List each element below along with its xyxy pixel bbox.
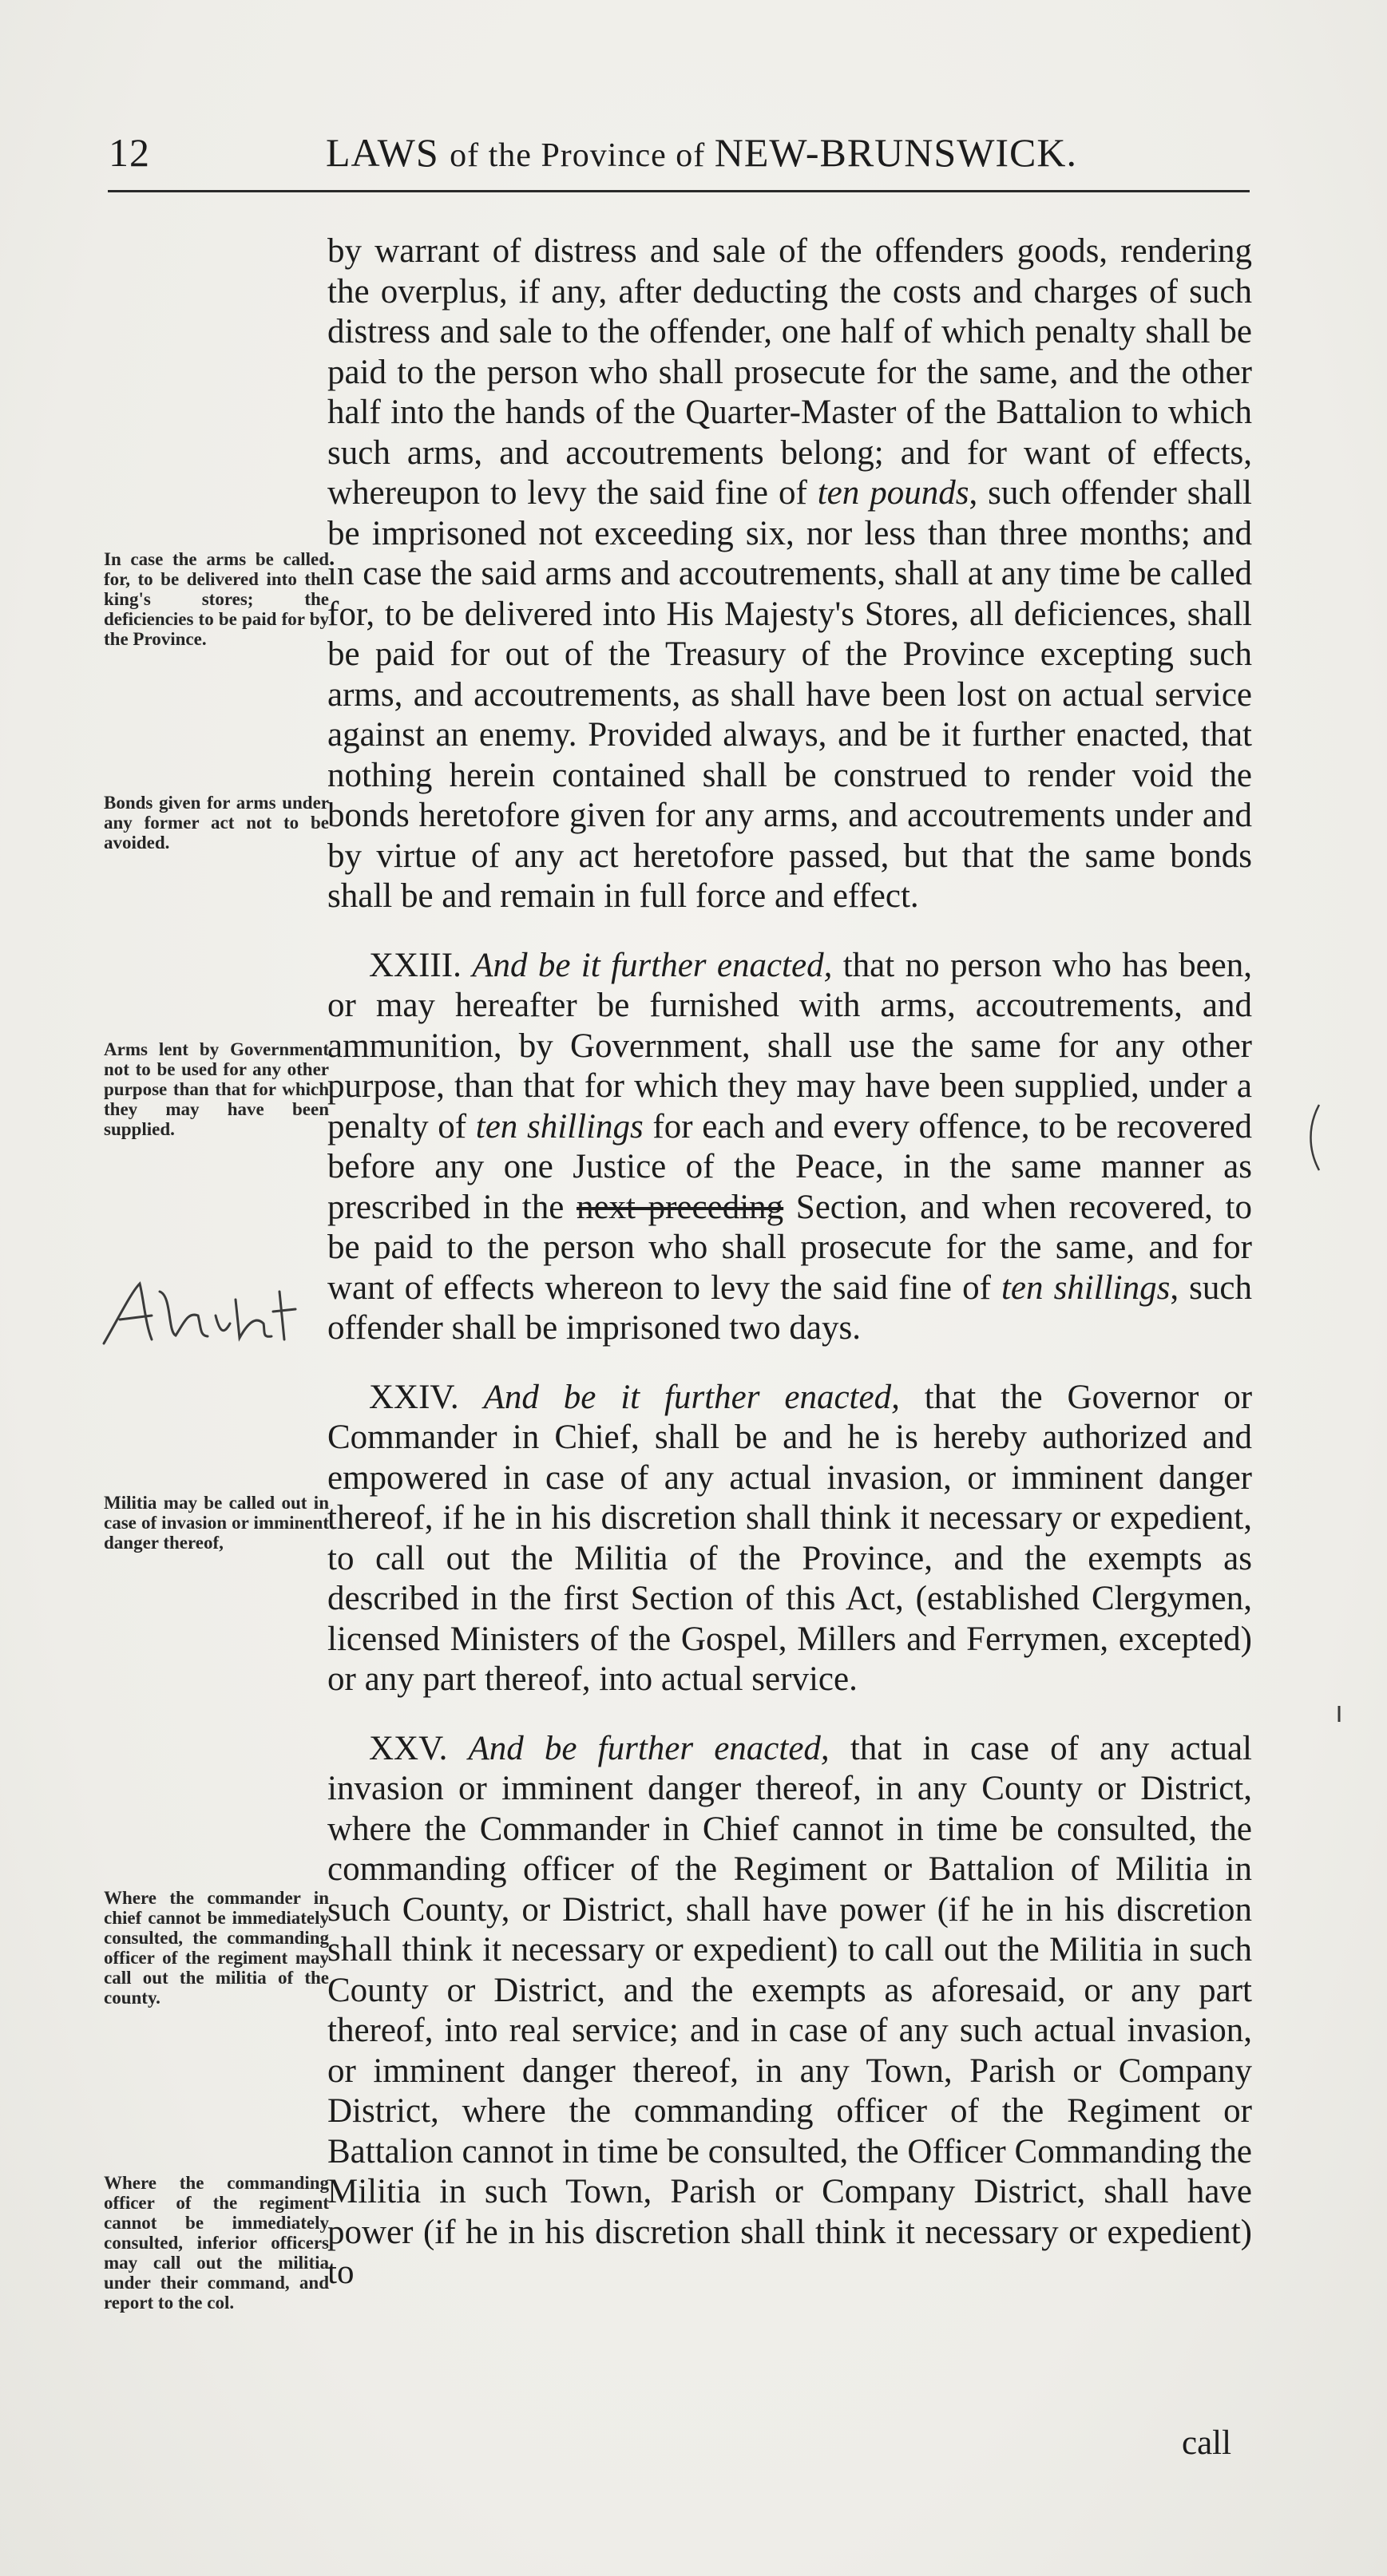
running-head-province: of the Province of <box>450 137 715 174</box>
section-23-text-3: Section, and when recovered, to be paid to the person who shall prosecute for the same, and for want of effects whereon to levy the said fine of <box>327 1188 1252 1307</box>
margin-note-bonds: Bonds given for arms under any former act not to be avoided. <box>104 793 329 853</box>
section-24-number: XXIV. <box>369 1378 459 1416</box>
running-head-nb: NEW-BRUNSWICK. <box>714 130 1078 175</box>
section-23-enacting: And be it further enacted, <box>472 946 833 984</box>
section-23-italic-3: ten shillings <box>1001 1268 1171 1307</box>
section-25-enacting: And be further enacted, <box>468 1729 830 1767</box>
section-23-struck: next preceding <box>576 1188 784 1226</box>
main-text <box>327 231 1252 2293</box>
section-23-number: XXIII. <box>369 946 462 984</box>
margin-note-arms-lent: Arms lent by Government not to be used for any other purpose than that for which they may have been supplied. <box>104 1039 329 1139</box>
running-head-laws: LAWS <box>326 130 450 175</box>
section-23 <box>327 946 1252 1349</box>
section-gap <box>327 917 1252 946</box>
header-rule <box>108 190 1250 192</box>
section-25-text: that in case of any actual invasion or imminent danger thereof, in any County or District, where the Commander in Chief cannot in time be consulted, the commanding officer of the Regiment or Battalion of Militia in such County, or District, shall have power (if he in his discretion shall think it necessary or expedient) to call out the Militia in such County or District, and the exempts as aforesaid, or any part thereof, into real service; and in case of any such actual invasion, or imminent danger thereof, in any Town, Parish or Company District, where the commanding officer of the Regiment or Battalion cannot in time be consulted, the Officer Commanding the Militia in such Town, Parish or Company District, shall have power (if he in his discretion shall think it necessary or expedient) to <box>327 1729 1252 2291</box>
section-23-text-4: , such offender shall be imprisoned two days. <box>327 1268 1252 1347</box>
intro-text: by warrant of distress and sale of the offenders goods, rendering the overplus, if any, after deducting the costs and charges of such distress and sale to the offender, one half of which penalty shall be paid to the person who shall prosecute for the same, and the other half into the hands of the Quarter-Master of the Battalion to which such arms, and accoutrements belong; and for want of effects, whereupon to levy the said fine of <box>327 232 1252 512</box>
section-25 <box>327 1729 1252 2293</box>
margin-note-militia-called-out: Militia may be called out in case of invasion or imminent danger thereof, <box>104 1493 329 1553</box>
section-23-italic-2: ten shillings <box>475 1107 644 1146</box>
margin-note-deficiencies: In case the arms be called for, to be delivered into the king's stores; the deficiencies to be paid for by the Province. <box>104 549 329 649</box>
section-24-text: that the Governor or Commander in Chief, shall be and he is hereby authorized and empowered in case of any actual invasion, or imminent danger thereof, if he in his discretion shall think it necessary or expedient, to call out the Militia of the Province, and the exempts as described in the first Section of this Act, (established Clergymen, licensed Ministers of the Gospel, Millers and Ferrymen, excepted) or any part thereof, into actual service. <box>327 1378 1253 1698</box>
section-23-text-1: that no person who has been, or may hereafter be furnished with arms, accoutrements, and ammunition, by Government, shall use the same for any other purpose, than that for which they may have been supplied, under a penalty of <box>327 946 1252 1146</box>
section-25-number: XXV. <box>369 1729 448 1767</box>
catchword: call <box>1182 2424 1232 2462</box>
intro-italic: ten pounds <box>817 474 969 512</box>
intro-paragraph <box>327 231 1252 917</box>
section-gap <box>327 1349 1252 1378</box>
intro-text-2: , such offender shall be imprisoned not exceeding six, nor less than three months; and in case the said arms and accoutrements, shall at any time be called for, to be delivered into His Majesty's Stores, all deficiences, shall be paid for out of the Treasury of the Province excepting such arms, and accoutrements, as shall have been lost on actual service against an enemy. Provided always, and be it further enacted, that nothing herein contained shall be construed to render void the bonds heretofore given for any arms, and accoutrements under and by virtue of any act heretofore passed, but that the same bonds shall be and remain in full force and effect. <box>327 474 1252 915</box>
edge-mark-tick <box>1334 1704 1345 1723</box>
page-header <box>104 129 1254 185</box>
running-head <box>326 129 1077 176</box>
section-23-text-2: for each and every offence, to be recovered before any one Justice of the Peace, in the same manner as prescribed in the <box>327 1107 1252 1226</box>
section-24 <box>327 1378 1252 1700</box>
edge-mark-bracket <box>1302 1102 1326 1173</box>
handwritten-annotation <box>96 1268 303 1355</box>
margin-note-inferior-officers: Where the commanding officer of the regiment cannot be immediately consulted, inferior officers may call out the militia under their command, and report to the col. <box>104 2173 329 2313</box>
section-gap <box>327 1700 1252 1729</box>
margin-note-commander-not-consulted: Where the commander in chief cannot be immediately consulted, the commanding officer of the regiment may call out the militia of the county. <box>104 1888 329 2008</box>
page-number: 12 <box>109 130 150 175</box>
section-24-enacting: And be it further enacted, <box>483 1378 900 1416</box>
